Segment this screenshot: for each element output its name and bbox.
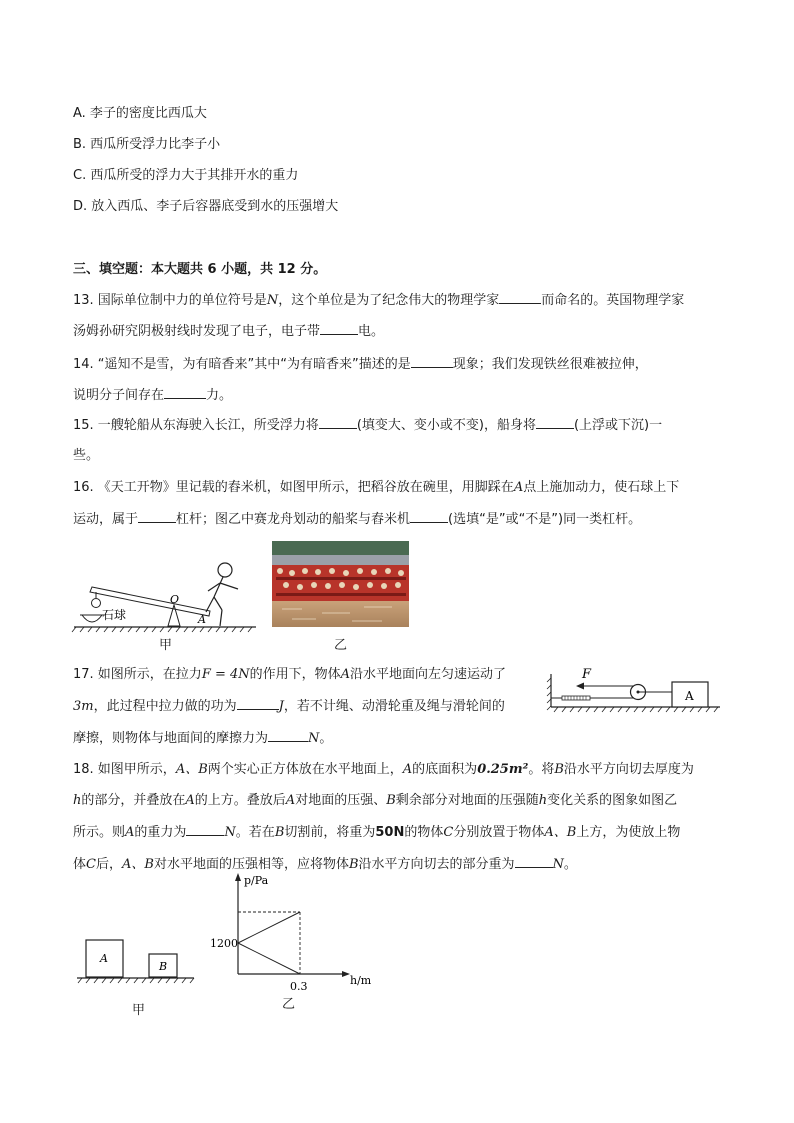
answer-blank[interactable]: [536, 416, 574, 429]
dragon-boat-photo: [272, 541, 409, 627]
answer-blank[interactable]: [237, 697, 279, 710]
answer-blank[interactable]: [138, 510, 176, 523]
figure-label-yi-q18: 乙: [282, 997, 296, 1012]
option-c: C. 西瓜所受的浮力大于其排开水的重力: [73, 168, 299, 183]
q14-line1: 14. “遥知不是雪，为有暗香来”其中“为有暗香来”描述的是 现象；我们发现铁丝很难被拉伸，: [73, 357, 648, 372]
option-a: A. 李子的密度比西瓜大: [73, 106, 207, 121]
answer-blank[interactable]: [411, 355, 453, 368]
option-d: D. 放入西瓜、李子后容器底受到水的压强增大: [73, 199, 339, 214]
y-tick-1200: 1200: [210, 937, 238, 950]
q15-line2: 些。: [73, 448, 100, 463]
q17-line2: 3m，此过程中拉力做的功为 J，若不计绳、动滑轮重及绳与滑轮间的: [73, 699, 505, 714]
q18-line3: 所示。则A的重力为 N。若在B切割前，将重为50N的物体C分别放置于物体A、B上方，为使放上物: [73, 825, 681, 840]
answer-blank[interactable]: [164, 386, 206, 399]
y-axis-label: p/Pa: [244, 874, 269, 887]
q15-line1: 15. 一艘轮船从东海驶入长江，所受浮力将 (填变大、变小或不变)，船身将 (上浮或下沉)一: [73, 418, 663, 433]
q17-pulley-figure: [546, 662, 722, 718]
stone-ball-label: 石球: [102, 608, 127, 622]
force-f-label: F: [582, 667, 592, 682]
x-axis-label: h/m: [350, 974, 372, 987]
q13-line2: 汤姆孙研究阴极射线时发现了电子，电子带 电。: [73, 324, 385, 339]
answer-blank[interactable]: [499, 291, 541, 304]
answer-blank[interactable]: [515, 855, 553, 868]
answer-blank[interactable]: [410, 510, 448, 523]
q16-line2: 运动，属于 杠杆；图乙中赛龙舟划动的船桨与舂米机 (选填“是”或“不是”)同一类杠杆。: [73, 512, 642, 527]
x-tick-0-3: 0.3: [290, 980, 308, 993]
answer-blank[interactable]: [319, 416, 357, 429]
answer-blank[interactable]: [186, 823, 224, 836]
block-a-label: A: [685, 689, 694, 703]
q14-line2: 说明分子间存在 力。: [73, 388, 233, 403]
point-a-label: A: [198, 613, 206, 626]
q18-line1: 18. 如图甲所示，A、B两个实心正方体放在水平地面上，A的底面积为0.25m²。将B沿水平方向切去厚度为: [73, 762, 694, 777]
q16-figure-jia: [70, 555, 260, 635]
figure-label-jia-q18: 甲: [132, 1003, 146, 1018]
q17-line1: 17. 如图所示，在拉力F = 4N的作用下，物体A沿水平地面向左匀速运动了: [73, 667, 507, 682]
q17-line3: 摩擦，则物体与地面间的摩擦力为 N。: [73, 731, 333, 746]
pivot-o-label: O: [170, 593, 180, 606]
q16-line1: 16. 《天工开物》里记载的舂米机，如图甲所示，把稻谷放在碗里，用脚踩在A点上施加动力，使石球上下: [73, 480, 680, 495]
block-a-label: A: [100, 952, 108, 965]
section-heading: 三、填空题：本大题共 6 小题，共 12 分。: [73, 262, 327, 277]
answer-blank[interactable]: [320, 322, 358, 335]
q18-figure-jia: [74, 930, 196, 990]
figure-label-jia: 甲: [159, 638, 173, 653]
q18-pressure-graph: [200, 870, 380, 1000]
q18-line2: h的部分，并叠放在A的上方。叠放后A对地面的压强、B剩余部分对地面的压强随h变化关系的图象如图乙: [73, 793, 678, 808]
q13-line1: 13. 国际单位制中力的单位符号是N，这个单位是为了纪念伟大的物理学家 而命名的。英国物理学家: [73, 293, 685, 308]
figure-label-yi: 乙: [334, 638, 348, 653]
q18-line4: 体C后，A、B对水平地面的压强相等，应将物体B沿水平方向切去的部分重为 N。: [73, 857, 577, 872]
option-b: B. 西瓜所受浮力比李子小: [73, 137, 221, 152]
block-b-label: B: [159, 960, 168, 973]
answer-blank[interactable]: [268, 729, 308, 742]
